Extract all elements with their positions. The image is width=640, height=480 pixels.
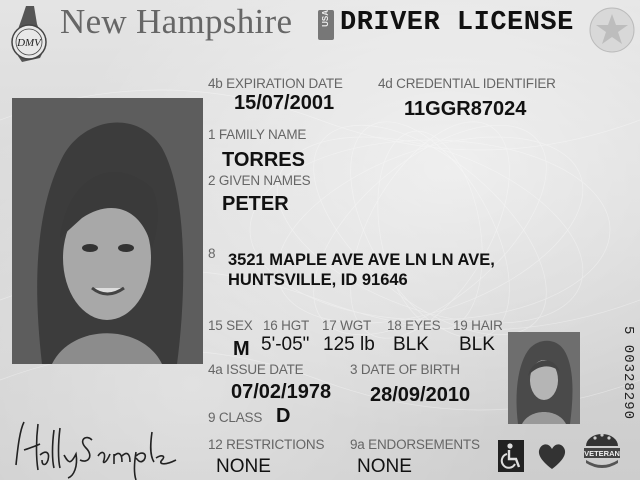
address-line1: 3521 MAPLE AVE AVE LN LN AVE, (228, 251, 495, 269)
heart-icon (536, 440, 568, 472)
weight-label: 17 WGT (322, 318, 372, 333)
expiration-value: 15/07/2001 (234, 92, 335, 114)
family-name-value: TORRES (222, 149, 305, 171)
ghost-portrait (508, 332, 580, 424)
height-label: 16 HGT (263, 318, 310, 333)
state-outline-icon (4, 4, 54, 64)
address-label: 8 (208, 246, 216, 261)
expiration-label: 4b EXPIRATION DATE (208, 76, 343, 91)
restrictions-value: NONE (216, 456, 271, 477)
usa-badge: USA (318, 10, 334, 40)
veteran-badge-icon (582, 428, 622, 472)
given-names-label: 2 GIVEN NAMES (208, 173, 311, 188)
weight-value: 125 lb (323, 334, 375, 355)
sex-value: M (233, 338, 250, 360)
restrictions-label: 12 RESTRICTIONS (208, 437, 325, 452)
address-line2: HUNTSVILLE, ID 91646 (228, 271, 408, 289)
sex-label: 15 SEX (208, 318, 253, 333)
class-value: D (276, 405, 291, 427)
document-number-vertical: 5 00328290 (620, 326, 636, 421)
endorsements-value: NONE (357, 456, 412, 477)
eyes-label: 18 EYES (387, 318, 441, 333)
hair-label: 19 HAIR (453, 318, 503, 333)
address-value (228, 250, 495, 290)
class-label: 9 CLASS (208, 410, 263, 425)
credential-label: 4d CREDENTIAL IDENTIFIER (378, 76, 556, 91)
star-seal-icon (588, 6, 636, 54)
signature (6, 410, 196, 480)
issue-date-label: 4a ISSUE DATE (208, 362, 304, 377)
eyes-value: BLK (393, 334, 429, 355)
state-name: New Hampshire (60, 2, 293, 41)
dob-label: 3 DATE OF BIRTH (350, 362, 460, 377)
dmv-seal-text: DMV (17, 37, 41, 49)
document-title: DRIVER LICENSE (340, 8, 574, 38)
dob-value: 28/09/2010 (370, 384, 471, 406)
portrait-photo (12, 98, 203, 364)
family-name-label: 1 FAMILY NAME (208, 127, 307, 142)
height-value: 5'-05" (261, 334, 310, 355)
issue-date-value: 07/02/1978 (231, 381, 332, 403)
wheelchair-icon (498, 440, 524, 472)
endorsements-label: 9a ENDORSEMENTS (350, 437, 480, 452)
credential-value: 11GGR87024 (404, 98, 527, 120)
veteran-label: VETERAN (584, 449, 620, 458)
given-names-value: PETER (222, 193, 289, 215)
hair-value: BLK (459, 334, 495, 355)
